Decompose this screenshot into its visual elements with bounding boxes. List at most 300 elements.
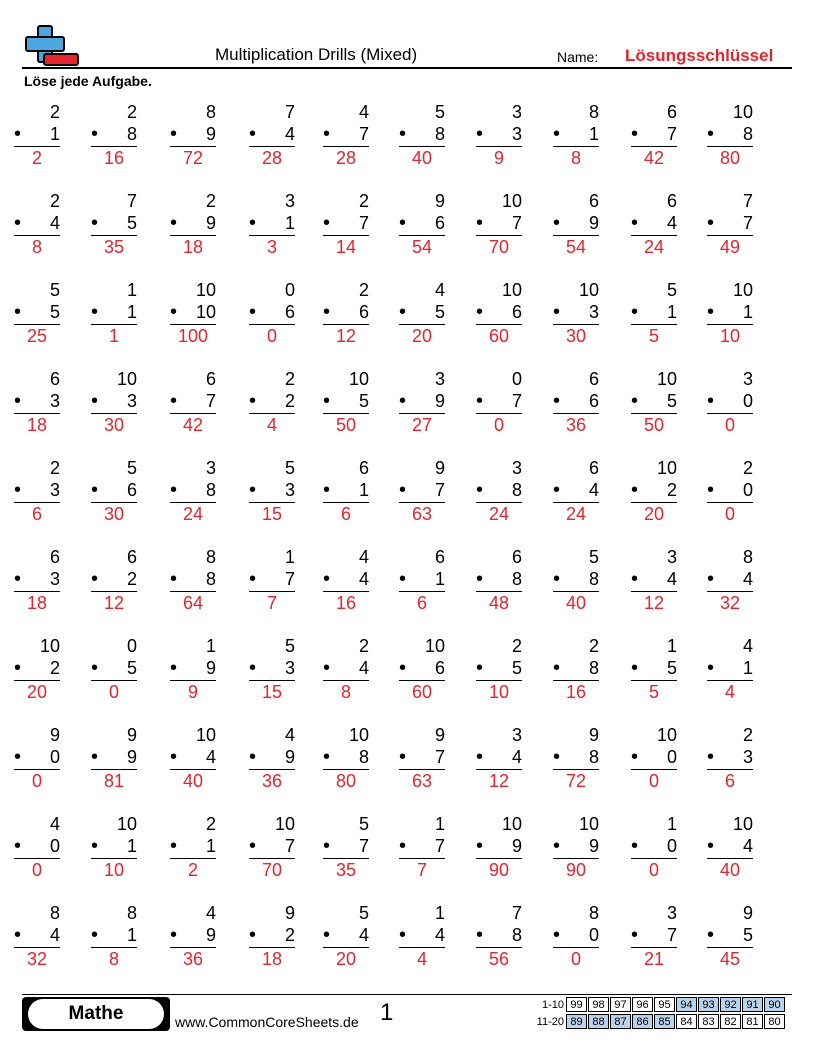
multiplier-row [553, 835, 599, 857]
multiplier: 1 [742, 302, 753, 322]
multiply-dot-icon: • [14, 123, 22, 145]
answer: 0 [724, 504, 735, 524]
multiply-dot-icon: • [707, 301, 715, 323]
multiplier-row [707, 568, 753, 590]
answer: 9 [493, 148, 504, 168]
multiply-dot-icon: • [707, 746, 715, 768]
multiplier: 0 [742, 391, 753, 411]
multiplier-row [249, 390, 295, 412]
multiplicand: 10 [501, 814, 522, 834]
multiplicand: 0 [126, 636, 137, 656]
name-label: Name: [557, 49, 599, 65]
multiplier: 1 [126, 302, 137, 322]
multiplier-row [631, 123, 677, 145]
multiplicand: 10 [656, 725, 677, 745]
multiplier-row [91, 212, 137, 234]
multiply-dot-icon: • [14, 746, 22, 768]
multiplier: 7 [666, 925, 677, 945]
multiply-dot-icon: • [553, 924, 561, 946]
multiplier-row [476, 212, 522, 234]
multiplier: 5 [666, 391, 677, 411]
answer: 24 [565, 504, 587, 524]
multiplier: 4 [666, 213, 677, 233]
multiplicand: 4 [358, 547, 369, 567]
multiplicand: 6 [358, 458, 369, 478]
answer: 0 [724, 415, 735, 435]
answer: 60 [488, 326, 510, 346]
multiply-dot-icon: • [170, 123, 178, 145]
multiplicand: 10 [274, 814, 295, 834]
answer: 3 [266, 237, 277, 257]
multiplier: 5 [511, 658, 522, 678]
answer: 24 [488, 504, 510, 524]
multiply-dot-icon: • [631, 835, 639, 857]
multiplier: 6 [284, 302, 295, 322]
multiplier-row [399, 746, 445, 768]
multiplicand: 10 [116, 369, 137, 389]
score-cell: 80 [764, 1014, 785, 1029]
multiply-dot-icon: • [170, 212, 178, 234]
multiply-dot-icon: • [170, 746, 178, 768]
instructions: Löse jede Aufgabe. [24, 73, 152, 89]
multiplier-row [476, 657, 522, 679]
answer: 8 [31, 237, 42, 257]
multiply-dot-icon: • [631, 924, 639, 946]
answer: 12 [488, 771, 510, 791]
answer: 20 [411, 326, 433, 346]
multiplier-row [476, 390, 522, 412]
answer: 10 [719, 326, 741, 346]
multiplicand: 6 [588, 458, 599, 478]
multiplier: 7 [284, 836, 295, 856]
multiply-dot-icon: • [170, 924, 178, 946]
multiplier: 7 [205, 391, 216, 411]
multiply-dot-icon: • [323, 479, 331, 501]
multiplicand: 6 [49, 369, 60, 389]
multiplier: 6 [434, 213, 445, 233]
multiplier-row [476, 568, 522, 590]
multiplier: 5 [126, 658, 137, 678]
multiply-dot-icon: • [631, 657, 639, 679]
answer: 30 [565, 326, 587, 346]
multiplier-row [476, 835, 522, 857]
multiplier-row [91, 301, 137, 323]
answer: 50 [643, 415, 665, 435]
multiplicand: 10 [348, 725, 369, 745]
answer: 42 [643, 148, 665, 168]
multiplicand: 2 [284, 369, 295, 389]
answer-key-label: Lösungsschlüssel [625, 46, 774, 65]
multiplicand: 8 [742, 547, 753, 567]
multiplicand: 9 [434, 458, 445, 478]
multiply-dot-icon: • [707, 390, 715, 412]
score-cell: 94 [676, 997, 697, 1012]
multiplier-row [476, 924, 522, 946]
multiply-dot-icon: • [323, 746, 331, 768]
multiplier-row [631, 835, 677, 857]
multiply-dot-icon: • [91, 568, 99, 590]
footer-divider [22, 994, 792, 995]
multiplier-row [323, 746, 369, 768]
answer: 72 [565, 771, 587, 791]
multiply-dot-icon: • [91, 835, 99, 857]
multiply-dot-icon: • [249, 212, 257, 234]
answer: 49 [719, 237, 741, 257]
multiply-dot-icon: • [170, 835, 178, 857]
multiply-dot-icon: • [170, 479, 178, 501]
multiplier-row [707, 479, 753, 501]
multiplier: 1 [434, 569, 445, 589]
multiplier-row [553, 568, 599, 590]
answer: 70 [261, 860, 283, 880]
multiply-dot-icon: • [476, 568, 484, 590]
multiplier: 7 [358, 124, 369, 144]
multiplier-row [170, 479, 216, 501]
multiply-dot-icon: • [476, 924, 484, 946]
multiplier: 3 [284, 658, 295, 678]
multiplier: 1 [205, 836, 216, 856]
multiplier-row [323, 123, 369, 145]
multiply-dot-icon: • [249, 835, 257, 857]
multiplier-row [14, 746, 60, 768]
multiplier: 8 [511, 925, 522, 945]
multiplier-row [91, 123, 137, 145]
multiply-dot-icon: • [707, 479, 715, 501]
answer: 24 [643, 237, 665, 257]
multiplier: 4 [434, 925, 445, 945]
multiplicand: 7 [742, 191, 753, 211]
multiply-dot-icon: • [14, 835, 22, 857]
answer: 7 [416, 860, 427, 880]
multiplicand: 5 [126, 458, 137, 478]
answer: 24 [182, 504, 204, 524]
multiplier: 1 [126, 925, 137, 945]
multiplier-row [170, 123, 216, 145]
multiplicand: 3 [511, 458, 522, 478]
multiplier: 6 [434, 658, 445, 678]
answer: 18 [261, 949, 283, 969]
subject-badge: Mathe [28, 999, 164, 1029]
multiply-dot-icon: • [91, 924, 99, 946]
multiplier-row [553, 301, 599, 323]
answer: 56 [488, 949, 510, 969]
multiply-dot-icon: • [707, 835, 715, 857]
answer: 63 [411, 771, 433, 791]
multiplicand: 7 [511, 903, 522, 923]
multiplier-row [476, 479, 522, 501]
multiplicand: 8 [49, 903, 60, 923]
multiplicand: 2 [742, 458, 753, 478]
multiplier: 6 [511, 302, 522, 322]
worksheet-logo-icon [22, 24, 80, 68]
multiply-dot-icon: • [399, 924, 407, 946]
multiplicand: 5 [666, 280, 677, 300]
multiply-dot-icon: • [553, 568, 561, 590]
multiplier: 0 [49, 836, 60, 856]
answer: 9 [187, 682, 198, 702]
answer: 6 [31, 504, 42, 524]
multiplicand: 1 [205, 636, 216, 656]
score-cell: 84 [676, 1014, 697, 1029]
multiplier: 4 [742, 836, 753, 856]
multiplicand: 3 [511, 725, 522, 745]
multiplicand: 10 [732, 280, 753, 300]
multiplier-row [707, 212, 753, 234]
multiplier: 5 [742, 925, 753, 945]
multiplier-row [323, 568, 369, 590]
multiplicand: 3 [511, 102, 522, 122]
answer: 18 [182, 237, 204, 257]
multiply-dot-icon: • [249, 657, 257, 679]
answer: 32 [719, 593, 741, 613]
multiplicand: 1 [434, 814, 445, 834]
answer: 20 [643, 504, 665, 524]
multiplier-row [14, 479, 60, 501]
multiplicand: 2 [126, 102, 137, 122]
score-cell: 97 [610, 997, 631, 1012]
multiply-dot-icon: • [553, 212, 561, 234]
multiplier: 2 [49, 658, 60, 678]
multiplier-row [170, 746, 216, 768]
multiplier-row [91, 390, 137, 412]
multiply-dot-icon: • [91, 212, 99, 234]
answer: 90 [488, 860, 510, 880]
multiply-dot-icon: • [249, 746, 257, 768]
multiplicand: 2 [511, 636, 522, 656]
multiply-dot-icon: • [476, 479, 484, 501]
multiply-dot-icon: • [476, 123, 484, 145]
score-cell: 83 [698, 1014, 719, 1029]
multiply-dot-icon: • [323, 390, 331, 412]
multiply-dot-icon: • [323, 568, 331, 590]
multiplicand: 10 [732, 814, 753, 834]
multiplicand: 2 [49, 102, 60, 122]
multiplicand: 1 [666, 636, 677, 656]
multiplicand: 8 [205, 102, 216, 122]
multiplier: 9 [126, 747, 137, 767]
multiplier-row [631, 924, 677, 946]
multiplier: 1 [588, 124, 599, 144]
multiplicand: 2 [49, 458, 60, 478]
multiplier-row [14, 390, 60, 412]
multiplier-row [91, 479, 137, 501]
answer: 10 [103, 860, 125, 880]
multiplier-row [170, 657, 216, 679]
multiplier-row [399, 568, 445, 590]
multiplicand: 10 [578, 814, 599, 834]
multiply-dot-icon: • [553, 123, 561, 145]
multiplier-row [476, 123, 522, 145]
multiplicand: 2 [358, 280, 369, 300]
multiplier-row [249, 568, 295, 590]
multiplier-row [14, 924, 60, 946]
multiply-dot-icon: • [399, 390, 407, 412]
multiplier-row [399, 123, 445, 145]
multiplier: 7 [434, 747, 445, 767]
answer: 64 [182, 593, 204, 613]
multiplicand: 8 [126, 903, 137, 923]
answer: 28 [335, 148, 357, 168]
multiplicand: 10 [656, 458, 677, 478]
multiplier: 9 [511, 836, 522, 856]
answer: 28 [261, 148, 283, 168]
multiplicand: 6 [126, 547, 137, 567]
multiplicand: 4 [434, 280, 445, 300]
multiplicand: 4 [358, 102, 369, 122]
answer: 5 [648, 326, 659, 346]
multiplier: 4 [284, 124, 295, 144]
multiplier-row [553, 657, 599, 679]
multiplier: 3 [284, 480, 295, 500]
multiplicand: 2 [49, 191, 60, 211]
multiply-dot-icon: • [323, 835, 331, 857]
multiply-dot-icon: • [91, 479, 99, 501]
answer: 20 [26, 682, 48, 702]
multiplicand: 3 [284, 191, 295, 211]
multiplicand: 5 [284, 458, 295, 478]
multiplicand: 10 [424, 636, 445, 656]
multiplicand: 6 [49, 547, 60, 567]
multiplier-row [323, 835, 369, 857]
multiplier-row [707, 924, 753, 946]
answer: 40 [411, 148, 433, 168]
multiply-dot-icon: • [707, 924, 715, 946]
multiplier-row [14, 835, 60, 857]
multiply-dot-icon: • [323, 123, 331, 145]
multiply-dot-icon: • [91, 301, 99, 323]
multiplicand: 5 [588, 547, 599, 567]
multiplicand: 7 [284, 102, 295, 122]
multiplier-row [707, 746, 753, 768]
multiplier-row [631, 479, 677, 501]
multiply-dot-icon: • [631, 301, 639, 323]
multiplicand: 4 [284, 725, 295, 745]
answer: 54 [411, 237, 433, 257]
multiplier: 4 [358, 569, 369, 589]
multiplier-row [553, 212, 599, 234]
multiplier-row [91, 657, 137, 679]
answer: 12 [335, 326, 357, 346]
multiplier: 8 [205, 480, 216, 500]
multiplicand: 4 [49, 814, 60, 834]
multiplier: 1 [742, 658, 753, 678]
multiplier-row [399, 212, 445, 234]
multiplier-row [249, 746, 295, 768]
answer: 4 [724, 682, 735, 702]
score-cell: 85 [654, 1014, 675, 1029]
multiply-dot-icon: • [14, 924, 22, 946]
multiplicand: 2 [358, 191, 369, 211]
multiplicand: 5 [49, 280, 60, 300]
multiplier-row [631, 212, 677, 234]
multiplicand: 6 [434, 547, 445, 567]
multiplicand: 4 [742, 636, 753, 656]
multiplier-row [399, 657, 445, 679]
multiply-dot-icon: • [476, 746, 484, 768]
answer: 8 [108, 949, 119, 969]
multiply-dot-icon: • [91, 123, 99, 145]
multiply-dot-icon: • [707, 657, 715, 679]
answer: 30 [103, 504, 125, 524]
multiplier-row [170, 568, 216, 590]
multiplier-row [249, 835, 295, 857]
answer: 6 [724, 771, 735, 791]
multiplicand: 1 [434, 903, 445, 923]
multiplier-row [14, 301, 60, 323]
multiplier-row [707, 123, 753, 145]
answer: 81 [103, 771, 125, 791]
multiplier-row [249, 657, 295, 679]
multiplier: 7 [434, 480, 445, 500]
multiplier: 7 [434, 836, 445, 856]
multiplier: 4 [742, 569, 753, 589]
answer: 12 [103, 593, 125, 613]
multiplier: 4 [588, 480, 599, 500]
answer: 35 [103, 237, 125, 257]
multiplier-row [476, 301, 522, 323]
multiply-dot-icon: • [399, 212, 407, 234]
multiply-dot-icon: • [14, 568, 22, 590]
multiplier: 0 [742, 480, 753, 500]
multiplier-row [707, 657, 753, 679]
multiplicand: 2 [205, 191, 216, 211]
multiplier: 3 [126, 391, 137, 411]
answer: 20 [335, 949, 357, 969]
multiplier: 8 [588, 747, 599, 767]
multiplier: 8 [588, 658, 599, 678]
multiplier-row [249, 123, 295, 145]
multiply-dot-icon: • [553, 301, 561, 323]
answer: 8 [340, 682, 351, 702]
multiplier-row [707, 390, 753, 412]
answer: 90 [565, 860, 587, 880]
multiplier-row [170, 212, 216, 234]
multiplier-row [399, 835, 445, 857]
answer: 42 [182, 415, 204, 435]
multiplicand: 9 [284, 903, 295, 923]
multiply-dot-icon: • [553, 657, 561, 679]
answer: 45 [719, 949, 741, 969]
multiplier: 5 [358, 391, 369, 411]
multiplier-row [91, 746, 137, 768]
multiplicand: 1 [126, 280, 137, 300]
multiply-dot-icon: • [631, 568, 639, 590]
multiplicand: 9 [126, 725, 137, 745]
multiplicand: 3 [742, 369, 753, 389]
multiplier: 7 [358, 836, 369, 856]
multiply-dot-icon: • [399, 568, 407, 590]
multiplier-row [170, 301, 216, 323]
multiplier-row [553, 479, 599, 501]
multiplicand: 6 [666, 191, 677, 211]
multiplier: 3 [49, 391, 60, 411]
multiplier-row [553, 390, 599, 412]
multiplier: 4 [666, 569, 677, 589]
multiplier: 3 [49, 569, 60, 589]
multiplier: 6 [588, 391, 599, 411]
score-cell: 91 [742, 997, 763, 1012]
multiplier: 0 [588, 925, 599, 945]
multiply-dot-icon: • [14, 301, 22, 323]
multiplier: 1 [49, 124, 60, 144]
answer: 0 [31, 860, 42, 880]
multiplier-row [553, 123, 599, 145]
multiplicand: 6 [588, 191, 599, 211]
multiplier: 7 [742, 213, 753, 233]
multiplier-row [553, 746, 599, 768]
multiplier: 4 [358, 925, 369, 945]
multiplicand: 8 [205, 547, 216, 567]
